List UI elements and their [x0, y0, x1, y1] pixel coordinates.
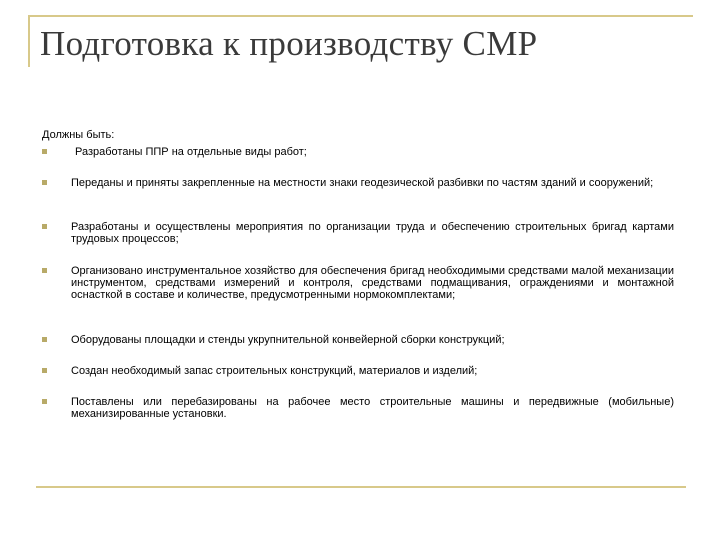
list-item-text: Поставлены или перебазированы на рабочее место строительные машины и передвижные (мобильные) механизированные установки.: [71, 396, 674, 420]
bottom-border-line: [36, 486, 686, 488]
list-item-text: Разработаны ППР на отдельные виды работ;: [75, 146, 307, 158]
square-bullet-icon: [42, 180, 47, 185]
intro-text: Должны быть:: [42, 129, 115, 141]
list-item-text: Организовано инструментальное хозяйство для обеспечения бригад необходимыми средствами малой механизации инструментом, средствами измерений и контроля, средствами подмащивания, ограждениями и монтажной оснасткой в составе и количестве, предусмотренными нормокомплектами;: [71, 265, 674, 301]
square-bullet-icon: [42, 268, 47, 273]
square-bullet-icon: [42, 149, 47, 154]
square-bullet-icon: [42, 399, 47, 404]
square-bullet-icon: [42, 224, 47, 229]
left-border-line: [28, 15, 30, 67]
list-item-text: Разработаны и осуществлены мероприятия по организации труда и обеспечению строительных бригад картами трудовых процессов;: [71, 221, 674, 245]
list-item-text: Оборудованы площадки и стенды укрупнительной конвейерной сборки конструкций;: [71, 334, 505, 346]
slide-title: Подготовка к производству СМР: [40, 24, 538, 63]
list-item-text: Переданы и приняты закрепленные на местности знаки геодезической разбивки по частям зданий и сооружений;: [71, 177, 654, 189]
square-bullet-icon: [42, 368, 47, 373]
top-border-line: [28, 15, 693, 17]
square-bullet-icon: [42, 337, 47, 342]
list-item-text: Создан необходимый запас строительных конструкций, материалов и изделий;: [71, 365, 478, 377]
